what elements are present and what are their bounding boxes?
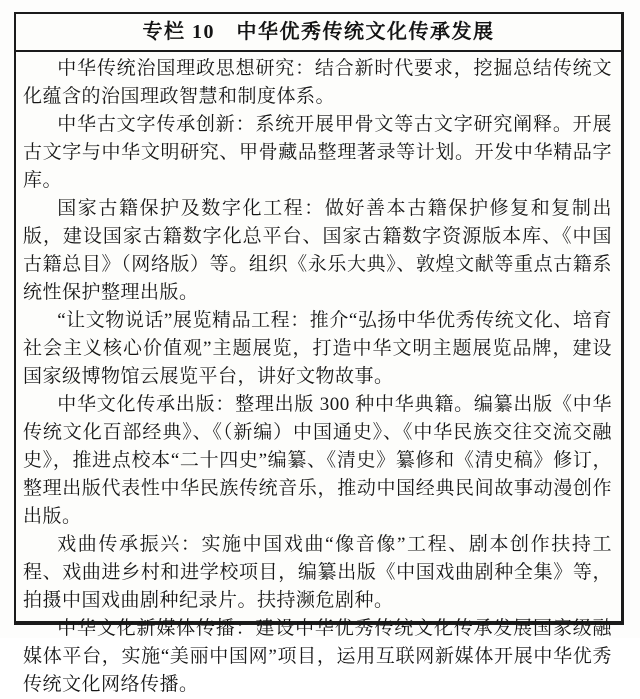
paragraph: 中华传统治国理政思想研究：结合新时代要求，挖掘总结传统文化蕴含的治国理政智慧和制度体系。 (23, 58, 612, 107)
paragraph: “让文物说话”展览精品工程：推介“弘扬中华优秀传统文化、培育社会主义核心价值观”主题展览，打造中华文明主题展览品牌，建设国家级博物馆云展览平台，讲好文物故事。 (23, 310, 612, 387)
panel-title: 专栏 10 中华优秀传统文化传承发展 (16, 14, 621, 52)
paragraph: 中华古文字传承创新：系统开展甲骨文等古文字研究阐释。开展古文字与中华文明研究、甲骨藏品整理著录等计划。开发中华精品字库。 (23, 114, 612, 191)
paragraph: 中华文化传承出版：整理出版 300 种中华典籍。编纂出版《中华传统文化百部经典》、《（新编）中国通史》、《中华民族交往交流交融史》，推进点校本“二十四史”编纂、《清史》纂修和《清史稿》修订，整理出版代表性中华民族传统音乐，推动中国经典民间故事动漫创作出版。 (23, 394, 612, 527)
column-box-panel (14, 12, 624, 695)
paragraph: 戏曲传承振兴：实施中国戏曲“像音像”工程、剧本创作扶持工程、戏曲进乡村和进学校项目，编纂出版《中国戏曲剧种全集》等，拍摄中国戏曲剧种纪录片。扶持濒危剧种。 (23, 534, 612, 611)
paragraph: 国家古籍保护及数字化工程：做好善本古籍保护修复和复制出版，建设国家古籍数字化总平台、国家古籍数字资源版本库、《中国古籍总目》（网络版）等。组织《永乐大典》、敦煌文献等重点古籍系统性保护整理出版。 (23, 198, 612, 303)
panel-body (16, 52, 621, 699)
paragraph: 中华文化新媒体传播：建设中华优秀传统文化传承发展国家级融媒体平台，实施“美丽中国网”项目，运用互联网新媒体开展中华优秀传统文化网络传播。 (23, 618, 612, 695)
